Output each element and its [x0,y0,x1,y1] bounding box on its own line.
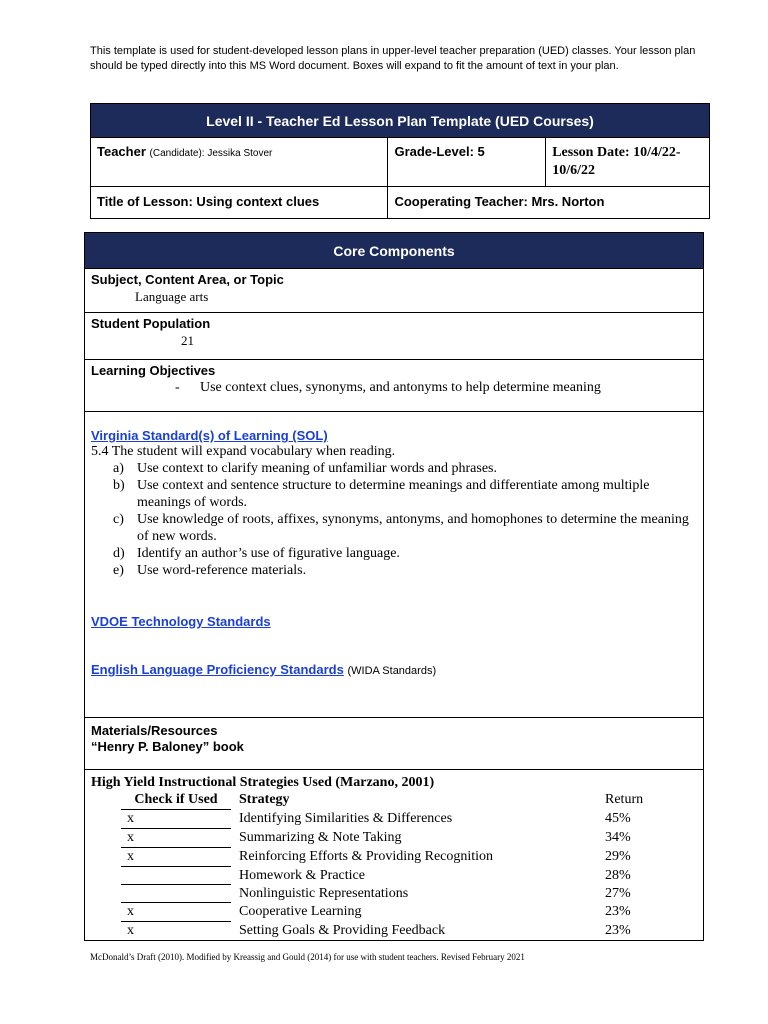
elp-link[interactable]: English Language Proficiency Standards [91,662,344,677]
materials-label: Materials/Resources [91,723,218,738]
teacher-name: (Candidate): Jessika Stover [149,148,273,159]
teacher-label: Teacher [97,144,146,159]
strategies-table [121,791,665,941]
sol-item-text: Use context and sentence structure to determine meanings and differentiate among multiple meanings of words. [137,478,650,510]
col-strategy-header: Strategy [239,792,290,808]
sol-item [113,545,697,562]
sol-link[interactable]: Virginia Standard(s) of Learning (SOL) [91,428,328,443]
strategies-section [85,770,703,940]
subject-section [85,269,703,313]
subject-value: Language arts [135,289,209,304]
intro-text: This template is used for student-developed lesson plans in upper-level teacher preparation (UED) classes. Your lesson plan should be typed directly into this MS Word document. Boxes will expand to fit the amount of text in your plan. [90,45,696,72]
core-components-title: Core Components [85,233,703,269]
sol-item-text: Use knowledge of roots, affixes, synonyms, antonyms, and homophones to determine the meaning of new words. [137,512,689,544]
lesson-date: Lesson Date: 10/4/22-10/6/22 [546,138,710,187]
sol-item-text: Identify an author’s use of figurative language. [137,546,400,561]
elp-sub: (WIDA Standards) [347,665,437,677]
strategy-check[interactable]: x [121,903,231,922]
col-return-header: Return [605,792,644,808]
sol-item-text: Use word-reference materials. [137,563,307,578]
population-section [85,313,703,360]
strategy-check[interactable]: x [121,848,231,867]
strategy-row [121,885,665,903]
materials-section [85,718,703,770]
teacher-cell [91,138,388,187]
strategy-check[interactable]: x [121,810,231,829]
strategy-name: Nonlinguistic Representations [239,885,409,901]
strategy-return: 23% [605,923,631,938]
strategy-row [121,810,665,829]
strategy-row [121,829,665,848]
cooperating-teacher: Cooperating Teacher: Mrs. Norton [388,187,710,219]
sol-item-mark: a) [113,461,124,476]
strategy-return: 29% [605,849,631,864]
sol-intro: 5.4 The student will expand vocabulary when reading. [91,444,396,459]
template-title: Level II - Teacher Ed Lesson Plan Template (UED Courses) [91,104,710,138]
strategies-header-row [121,791,665,810]
standards-section [85,412,703,718]
strategy-name: Homework & Practice [239,867,365,883]
col-check-header: Check if Used [121,791,231,810]
strategy-return: 34% [605,830,631,845]
strategy-check[interactable] [121,885,231,903]
sol-item-mark: c) [113,512,124,527]
objective-item [91,379,697,396]
sol-item [113,511,697,545]
grade-level: Grade-Level: 5 [388,138,546,187]
population-value: 21 [181,333,194,348]
strategy-row [121,922,665,941]
sol-list [113,460,697,579]
sol-item [113,562,697,579]
strategy-row [121,867,665,885]
strategy-name: Identifying Similarities & Differences [239,811,453,826]
lesson-title: Title of Lesson: Using context clues [91,187,388,219]
sol-item-text: Use context to clarify meaning of unfamiliar words and phrases. [137,461,498,476]
strategy-name: Setting Goals & Providing Feedback [239,923,446,938]
population-label: Student Population [91,316,211,331]
strategy-row [121,848,665,867]
objectives-label: Learning Objectives [91,363,216,378]
strategies-title: High Yield Instructional Strategies Used (Marzano, 2001) [91,775,435,790]
strategy-return: 28% [605,867,631,883]
strategy-row [121,903,665,922]
strategy-return: 23% [605,904,631,919]
strategy-check[interactable] [121,867,231,885]
lesson-header-table [90,103,710,219]
tech-standards-link[interactable]: VDOE Technology Standards [91,614,271,629]
strategy-name: Cooperative Learning [239,904,362,919]
sol-item [113,460,697,477]
sol-item-mark: e) [113,563,124,578]
core-components-table [84,232,704,941]
elp-line [91,662,697,677]
strategy-name: Summarizing & Note Taking [239,830,402,845]
objective-text: Use context clues, synonyms, and antonyms to help determine meaning [200,380,601,395]
sol-item-mark: d) [113,546,125,561]
strategy-return: 45% [605,811,631,826]
strategy-check[interactable]: x [121,922,231,941]
sol-item-mark: b) [113,478,125,493]
objectives-section [85,360,703,412]
sol-item [113,477,697,511]
strategy-name: Reinforcing Efforts & Providing Recognition [239,849,494,864]
strategy-check[interactable]: x [121,829,231,848]
materials-value: “Henry P. Baloney” book [91,739,244,754]
strategy-return: 27% [605,885,631,901]
objective-bullet: - [175,380,180,395]
footer-text: McDonald’s Draft (2010). Modified by Kreassig and Gould (2014) for use with student teachers. Revised February 2021 [90,952,525,962]
subject-label: Subject, Content Area, or Topic [91,272,284,287]
